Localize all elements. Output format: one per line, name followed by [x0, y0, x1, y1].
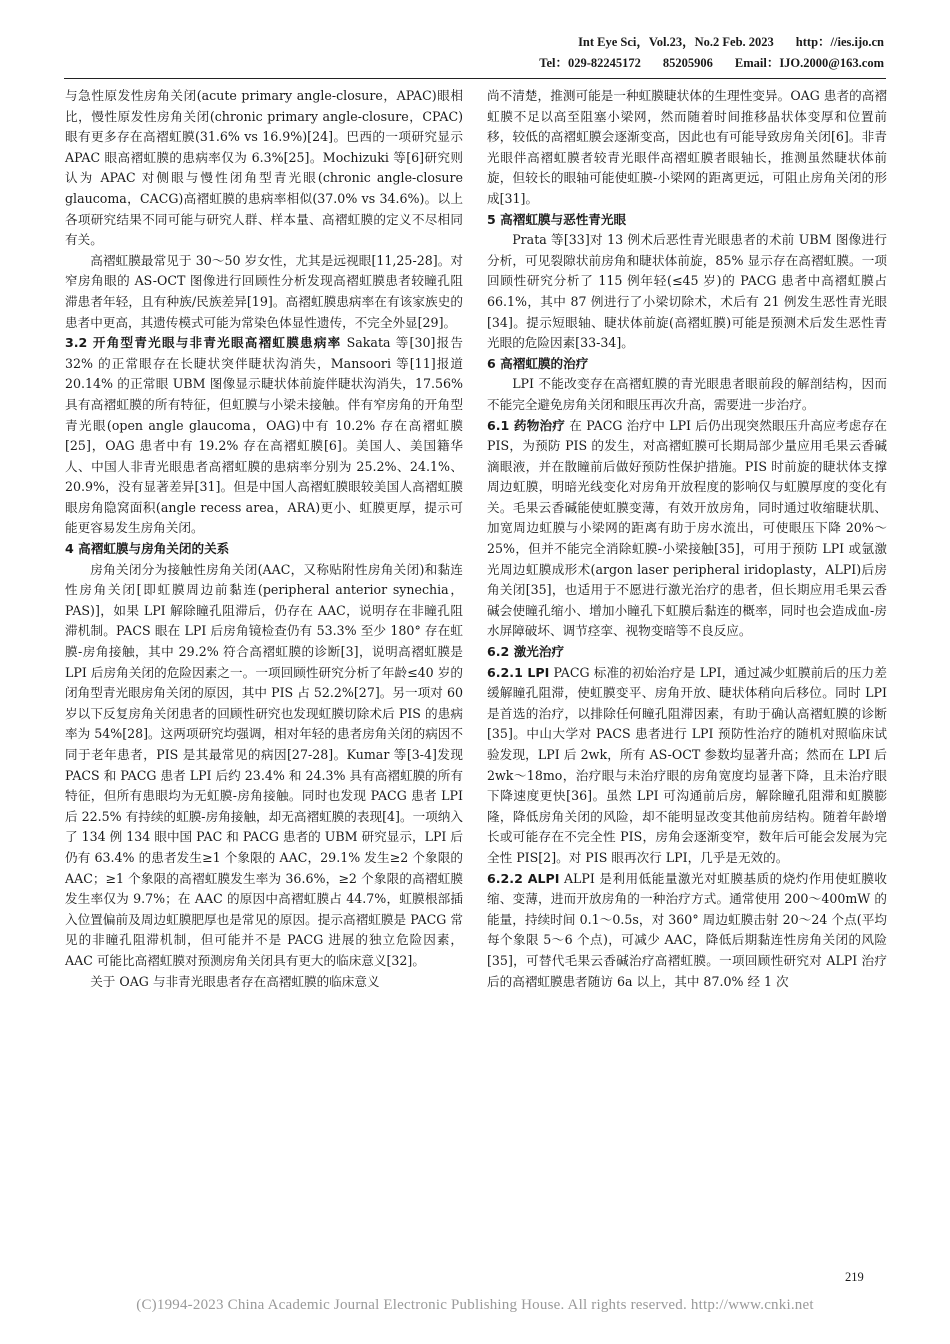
paragraph: 关于 OAG 与非青光眼患者存在高褶虹膜的临床意义	[90, 973, 380, 989]
copyright-footer: (C)1994-2023 China Academic Journal Electronic Publishing House. All rights reserved. http://www.cnki.net	[136, 1297, 814, 1313]
header-line-1	[539, 32, 884, 53]
journal-url: http：//ies.ijo.cn	[795, 35, 884, 49]
paragraph: 与急性原发性房角关闭(acute primary angle-closure，APAC)眼相比，慢性原发性房角关闭(chronic primary angle-closure，CPAC)眼有更多存在高褶虹膜(31.6% vs 16.9%)[24]。巴西的一项研究显示 APAC 眼高褶虹膜的患病率仅为 6.3%[25]。Mochizuki 等[6]研究则认为 APAC 对侧眼与慢性闭角型青光眼(chronic angle-closure glaucoma，CACG)高褶虹膜的患病率相似(37.0% vs 34.6%)。以上各项研究结果不同可能与研究人群、样本量、高褶虹膜的定义不尽相同有关。	[65, 88, 463, 248]
paragraph: 尚不清楚，推测可能是一种虹膜睫状体的生理性变异。OAG 患者的高褶虹膜不足以高至阻塞小梁网，然而随着时间推移晶状体变厚和位置前移，较低的高褶虹膜会逐渐变高，因此也有可能导致房角关闭[6]。非青光眼伴高褶虹膜者较青光眼伴高褶虹膜者眼轴长，推测虽然睫状体前旋，但较长的眼轴可能使虹膜-小梁网的距离更远，可阻止房角关闭的形成[31]。	[487, 88, 887, 206]
subsection-heading: 6.1 药物治疗	[487, 417, 566, 433]
section-heading: 5 高褶虹膜与恶性青光眼	[487, 211, 627, 227]
subsection-heading: 3.2 开角型青光眼与非青光眼高褶虹膜患病率	[65, 335, 342, 351]
paragraph-text: ALPI 是利用低能量激光对虹膜基质的烧灼作用使虹膜收缩、变薄，进而开放房角的一种治疗方式。通常使用 200～400mW 的能量，持续时间 0.1～0.5s，对 360° 周边虹膜击射 20～24 个点(平均每个象限 5～6 个点)，可减少 AAC，降低后期黏连性房角关闭的风险[35]，可替代毛果云香碱治疗高褶虹膜。一项回顾性研究对 ALPI 治疗后的高褶虹膜患者随访 6a 以上，其中 87.0% 经 1 次	[487, 870, 887, 989]
paragraph	[487, 663, 887, 869]
section-heading: 4 高褶虹膜与房角关闭的关系	[65, 541, 230, 557]
paragraph: LPI 不能改变存在高褶虹膜的青光眼患者眼前段的解剖结构，因而不能完全避免房角关闭和眼压再次升高，需要进一步治疗。	[487, 376, 887, 412]
subsection-heading: 6.2.1 LPI	[487, 664, 550, 680]
journal-tel: Tel：029-82245172	[539, 56, 641, 70]
paragraph-text: PACG 标准的初始治疗是 LPI，通过减少虹膜前后的压力差缓解瞳孔阻滞，使虹膜变平、房角开放、睫状体稍向后移位。同时 LPI 是首选的治疗，以排除任何瞳孔阻滞因素，有助于确认高褶虹膜的诊断[35]。中山大学对 PACS 患者进行 LPI 预防性治疗的随机对照临床试验发现，LPI 后 2wk，所有 AS-OCT 参数均显著升高；然而在 LPI 后 2wk～18mo，治疗眼与未治疗眼的房角宽度均显著下降，且未治疗眼下降速度更快[36]。虽然 LPI 可沟通前后房，解除瞳孔阻滞和虹膜膨隆，降低房角关闭的风险，却不能明显改变其他前房结构。随着年龄增长或可能存在不完全性 PIS，房角会逐渐变窄，数年后可能会发展为完全性 PIS[2]。对 PIS 眼再次行 LPI，几乎是无效的。	[487, 664, 887, 865]
header-line-2	[539, 53, 884, 74]
paragraph: Prata 等[33]对 13 例术后恶性青光眼患者的术前 UBM 图像进行分析，可见裂隙状前房角和睫状体前旋，85% 显示存在高褶虹膜。一项回顾性研究分析了 115 例年轻(≤45 岁)的 PACG 患者中高褶虹膜占 66.1%，其中 87 例进行了小梁切除术，术后有 21 例发生恶性青光眼[34]。提示短眼轴、睫状体前旋(高褶虹膜)可能是预测术后发生恶性青光眼的危险因素[33-34]。	[487, 232, 887, 351]
subsection-heading: 6.2.2 ALPI	[487, 870, 560, 886]
journal-email: Email：IJO.2000@163.com	[734, 56, 884, 70]
paragraph: 房角关闭分为接触性房角关闭(AAC，又称贴附性房角关闭)和黏连性房角关闭[即虹膜周边前黏连(peripheral anterior synechia，PAS)]，如果 LPI 解除瞳孔阻滞后，仍存在 AAC，说明存在非瞳孔阻滞机制。PACS 眼在 LPI 后房角镜检查仍有 53.3% 至少 180° 存在虹膜-房角接触，其中 29.2% 符合高褶虹膜的诊断[3]，说明高褶虹膜是 LPI 后房角关闭的危险因素之一。一项回顾性研究分析了年龄≤40 岁的闭角型青光眼房角关闭的原因，其中 PIS 占 52.2%[27]。另一项对 60 岁以下反复房角关闭患者的回顾性研究也发现虹膜切除术后 PIS 的患病率为 54%[28]。这两项研究均强调，相对年轻的患者房角关闭的病因不同于老年患者，PIS 是其最常见的病因[27-28]。Kumar 等[3-4]发现 PACS 和 PACG 患者 LPI 后约 23.4% 和 24.3% 具有高褶虹膜的所有特征，但所有患眼均为无虹膜-房角接触。同时也发现 PACG 患者 LPI 后 22.5% 有持续的虹膜-房角接触，却无高褶虹膜的表现[4]。一项纳入了 134 例 134 眼中国 PAC 和 PACG 患者的 UBM 研究显示，LPI 后仍有 63.4% 的患者发生≥1 个象限的 AAC，29.1% 发生≥2 个象限的 AAC；≥1 个象限的高褶虹膜发生率为 36.6%，≥2 个象限的高褶虹膜发生率仅为 9.7%；在 AAC 的原因中高褶虹膜占 44.7%，虹膜根部插入位置偏前及周边虹膜肥厚也是常见的原因。提示高褶虹膜是 PACG 常见的非瞳孔阻滞机制，但可能并不是 PACG 进展的独立危险因素，AAC 可能比高褶虹膜对预测房角关闭具有更大的临床意义[32]。	[65, 561, 463, 968]
paragraph-text: Sakata 等[30]报告 32% 的正常眼存在长睫状突伴睫状沟消失，Mansoori 等[11]报道 20.14% 的正常眼 UBM 图像显示睫状体前旋伴睫状沟消失，17.56% 具有高褶虹膜的所有特征，但虹膜与小梁未接触。伴有窄房角的开角型青光眼(open angle glaucoma，OAG)中有 10.2% 存在高褶虹膜[25]，OAG 患者中有 19.2% 存在高褶虹膜[6]。美国人、美国籍华人、中国人非青光眼患者高褶虹膜的患病率分别为 25.2%、24.1%、20.9%，没有显著差异[31]。但是中国人高褶虹膜眼较美国人高褶虹膜眼房角隐窝面积(angle recess area，ARA)更小、虹膜更厚，提示可能更容易发生房角关闭。	[65, 335, 464, 536]
header-rule	[64, 78, 886, 79]
section-heading: 6.2 激光治疗	[487, 644, 565, 660]
paragraph-text: 在 PACG 治疗中 LPI 后仍出现突然眼压升高应考虑存在 PIS，为预防 PIS 的发生，对高褶虹膜可长期局部少量应用毛果云香碱滴眼液，并在散瞳前后做好预防性保护措施。PIS 时前旋的睫状体支撑周边虹膜，明暗光线变化对房角开放程度的影响仅与虹膜厚度的变化有关。毛果云香碱能使虹膜变薄，有效开放房角，同时通过收缩睫状肌、加宽周边虹膜与小梁网的距离有助于房水流出，可使眼压下降 20%～25%，但并不能完全消除虹膜-小梁接触[35]，可用于预防 LPI 或氩激光周边虹膜成形术(argon laser peripheral iridoplasty，ALPI)后房角关闭[35]，也适用于不愿进行激光治疗的患者，但长期应用毛果云香碱会使瞳孔缩小、增加小瞳孔下虹膜后黏连的概率，同时也会造成血-房水屏障破坏、调节痉挛、视物变暗等不良反应。	[487, 417, 887, 639]
page-number: 219	[845, 1270, 864, 1284]
page-header	[539, 32, 884, 74]
paragraph	[487, 869, 887, 993]
paragraph	[487, 416, 887, 643]
paragraph: 高褶虹膜最常见于 30～50 岁女性，尤其是远视眼[11,25-28]。对窄房角眼的 AS-OCT 图像进行回顾性分析发现高褶虹膜患者较瞳孔阻滞患者年轻，且有种族/民族差异[19]。高褶虹膜患病率在有该家族史的患者中更高，其遗传模式可能为常染色体显性遗传，不完全外显[29]。	[65, 252, 463, 330]
right-column	[487, 86, 887, 992]
paragraph	[65, 333, 463, 539]
journal-citation: Int Eye Sci，Vol.23，No.2 Feb. 2023	[578, 35, 774, 49]
journal-tel2: 85205906	[662, 56, 713, 70]
left-column	[65, 86, 463, 992]
section-heading: 6 高褶虹膜的治疗	[487, 355, 589, 371]
